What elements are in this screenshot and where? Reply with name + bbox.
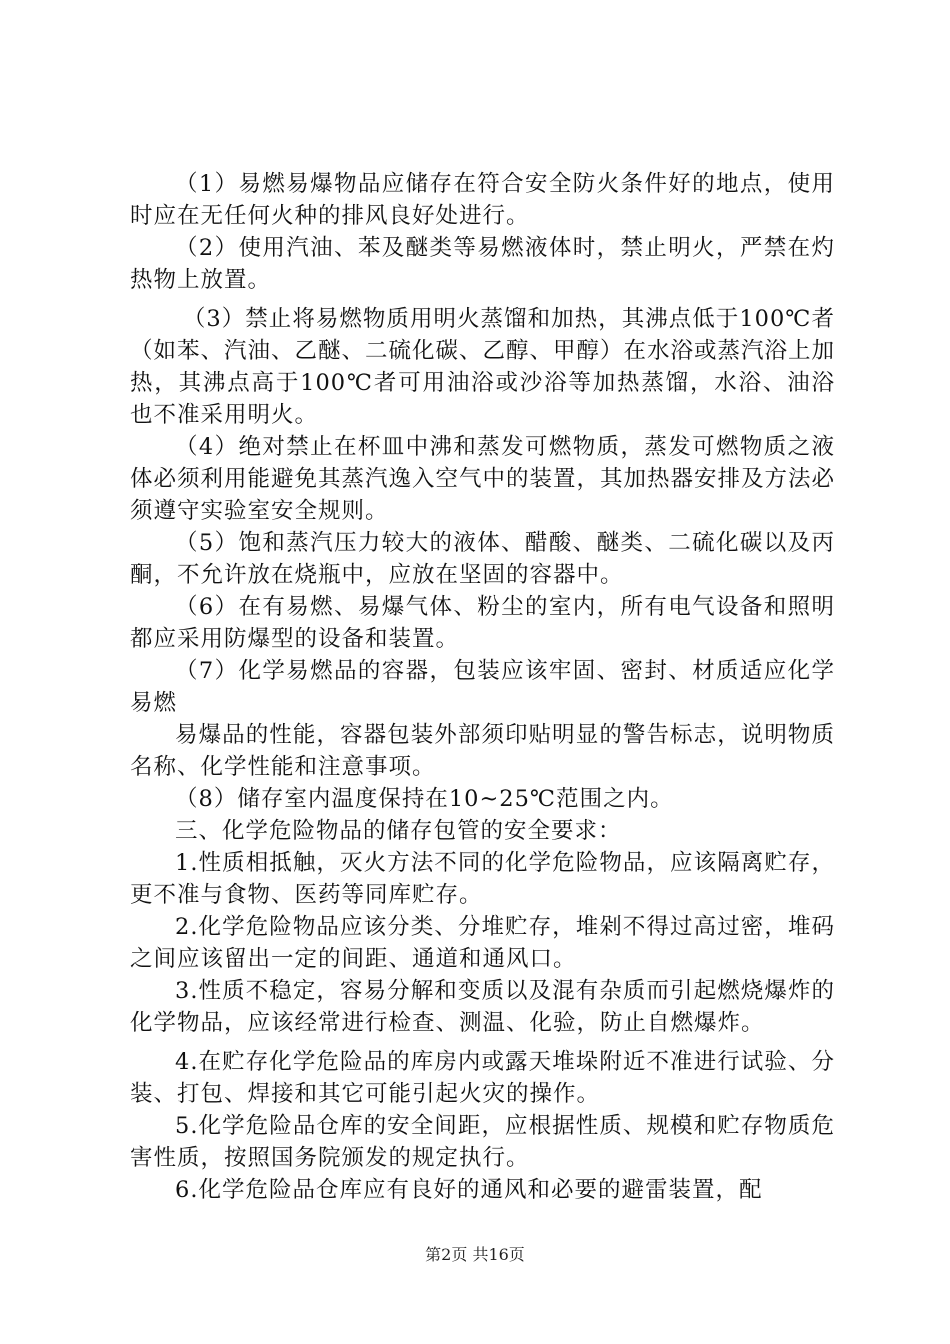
paragraph: （5）饱和蒸汽压力较大的液体、醋酸、醚类、二硫化碳以及丙酮，不允许放在烧瓶中，应放在坚固的容器中。	[130, 530, 835, 588]
section-heading: 三、化学危险物品的储存包管的安全要求：	[175, 818, 622, 844]
paragraph: 易爆品的性能，容器包装外部须印贴明显的警告标志，说明物质名称、化学性能和注意事项。	[130, 722, 835, 780]
paragraph: 3.性质不稳定，容易分解和变质以及混有杂质而引起燃烧爆炸的化学物品，应该经常进行检查、测温、化验，防止自燃爆炸。	[130, 978, 835, 1036]
paragraph: （4）绝对禁止在杯皿中沸和蒸发可燃物质，蒸发可燃物质之液体必须利用能避免其蒸汽逸入空气中的装置，其加热器安排及方法必须遵守实验室安全规则。	[130, 434, 836, 524]
paragraph: （8）储存室内温度保持在10~25℃范围之内。	[175, 786, 674, 812]
paragraph: （2）使用汽油、苯及醚类等易燃液体时，禁止明火，严禁在灼热物上放置。	[130, 235, 835, 293]
document-body	[130, 168, 835, 1206]
paragraph: （6）在有易燃、易爆气体、粉尘的室内，所有电气设备和照明都应采用防爆型的设备和装置。	[130, 594, 835, 652]
paragraph: 5.化学危险品仓库的安全间距，应根据性质、规模和贮存物质危害性质，按照国务院颁发的规定执行。	[130, 1113, 835, 1171]
paragraph: 1.性质相抵触，灭火方法不同的化学危险物品，应该隔离贮存，更不准与食物、医药等同库贮存。	[130, 850, 835, 908]
paragraph: 4.在贮存化学危险品的库房内或露天堆垛附近不准进行试验、分装、打包、焊接和其它可能引起火灾的操作。	[130, 1049, 835, 1107]
page-number-footer: 第2页 共16页	[425, 1245, 525, 1264]
paragraph: （3）禁止将易燃物质用明火蒸馏和加热，其沸点低于100℃者（如苯、汽油、乙醚、二硫化碳、乙醇、甲醇）在水浴或蒸汽浴上加热，其沸点高于100℃者可用油浴或沙浴等加热蒸馏，水浴、油浴也不准采用明火。	[130, 306, 836, 428]
paragraph: （1）易燃易爆物品应储存在符合安全防火条件好的地点，使用时应在无任何火种的排风良好处进行。	[130, 171, 835, 229]
paragraph: 2.化学危险物品应该分类、分堆贮存，堆剁不得过高过密，堆码之间应该留出一定的间距、通道和通风口。	[130, 914, 835, 972]
paragraph: 6.化学危险品仓库应有良好的通风和必要的避雷装置，配	[175, 1177, 763, 1203]
paragraph: （7）化学易燃品的容器，包装应该牢固、密封、材质适应化学易燃	[130, 658, 835, 716]
